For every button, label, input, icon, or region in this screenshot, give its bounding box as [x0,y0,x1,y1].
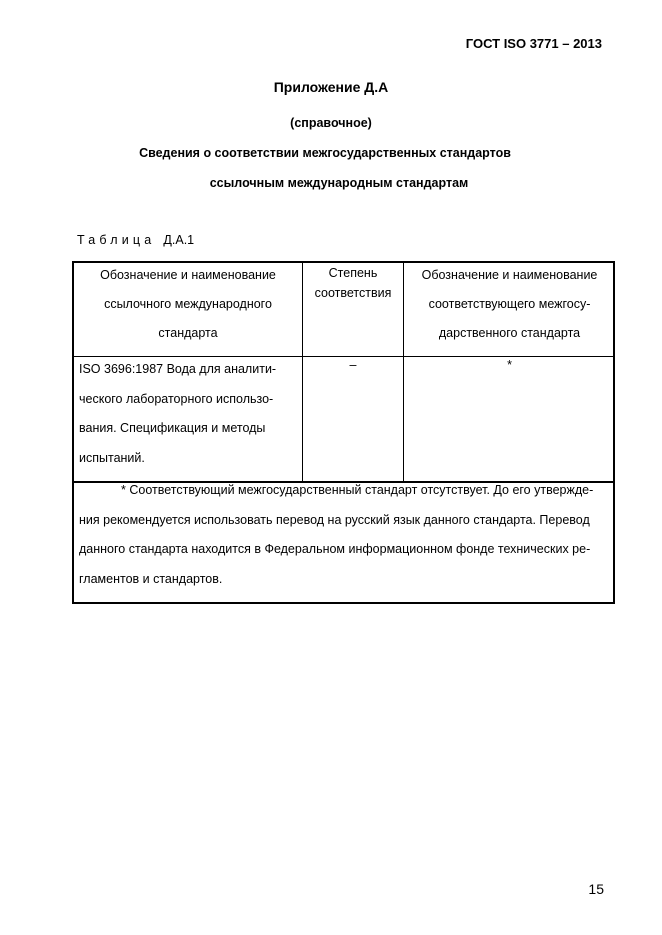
row-interstate-value: * [507,358,512,372]
footnote-line: данного стандарта находится в Федеральном информационном фонде технических ре- [79,542,591,556]
appendix-type: (справочное) [290,116,372,130]
header-text-line: Обозначение и наименование [100,268,276,282]
header-text-line: стандарта [158,326,218,340]
standard-code: ГОСТ ISO 3771 – 2013 [465,36,602,51]
correspondence-table [72,261,615,604]
appendix-heading-line-2: ссылочным международным стандартам [209,176,469,190]
cell-text-line: испытаний. [79,450,145,465]
footnote-line [79,476,613,506]
header-interstate-standard [404,261,615,348]
cell-text-line: ISO 3696:1987 Вода для аналити- [79,362,277,376]
footnote-text: * Соответствующий межгосударственный стандарт отсутствует. До его утвержде- [121,483,594,497]
appendix-title: Приложение Д.А [273,79,389,95]
header-text-line: соответствия [314,286,392,300]
appendix-heading-line-1: Сведения о соответствии межгосударственных стандартов [139,146,511,160]
header-text-line: ссылочного международного [104,297,272,311]
cell-text-line: вания. Спецификация и методы [79,421,266,435]
row-reference-standard [79,355,301,473]
row-degree-value: – [349,358,357,372]
page-number: 15 [588,881,604,897]
table-caption [77,233,194,247]
header-international-standard [74,261,302,348]
header-degree-of-correspondence [303,261,403,303]
table-footnote [79,476,613,594]
header-text-line: Обозначение и наименование [421,268,598,282]
table-caption-word: Таблица [77,233,156,247]
header-text-line: Степень [328,266,378,280]
cell-text-line: ческого лабораторного использо- [79,391,274,406]
table-caption-number: Д.А.1 [163,233,195,247]
header-text-line: соответствующего межгосу- [428,297,591,311]
header-text-line: дарственного стандарта [438,326,581,340]
footnote-line: ния рекомендуется использовать перевод на русский язык данного стандарта. Перевод [79,512,590,527]
footnote-line: гламентов и стандартов. [79,571,223,586]
